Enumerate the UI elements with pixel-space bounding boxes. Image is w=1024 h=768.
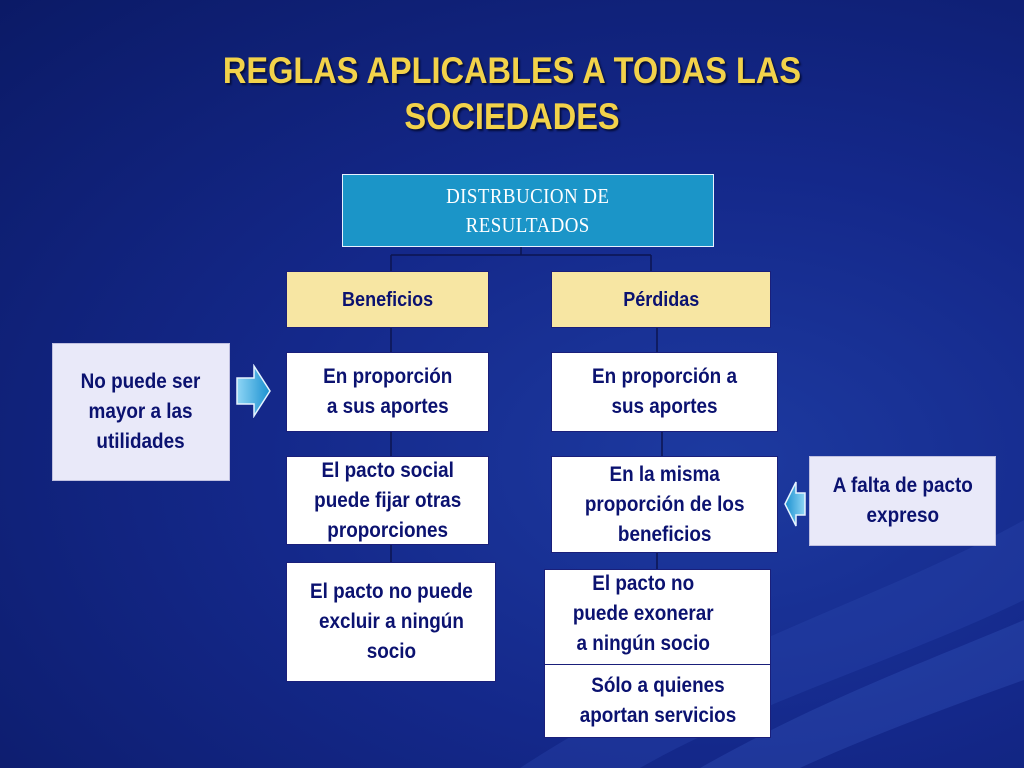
beneficios-rule-2 — [286, 456, 489, 545]
header-perdidas — [551, 271, 771, 328]
beneficios-rule-3-text: El pacto no puede excluir a ningún socio — [309, 580, 473, 663]
title-line-1: REGLAS APLICABLES A TODAS LAS — [222, 50, 802, 91]
root-label: DISTRBUCION DE RESULTADOS — [446, 183, 610, 237]
title-line-2: SOCIEDADES — [404, 96, 620, 137]
perdidas-rule-2 — [551, 456, 778, 553]
beneficios-rule-3 — [286, 562, 496, 682]
beneficios-rule-1 — [286, 352, 489, 432]
beneficios-rule-2-text: El pacto social puede fijar otras proporciones — [313, 458, 462, 542]
header-beneficios — [286, 271, 489, 328]
note-right — [809, 456, 996, 546]
note-left — [52, 343, 230, 481]
header-perdidas-label: Pérdidas — [622, 288, 700, 311]
arrow-right-icon — [236, 364, 272, 418]
perdidas-rule-3-text: El pacto no puede exonerar a ningún socio — [572, 572, 714, 655]
perdidas-rule-4-text: Sólo a quienes aportan servicios — [579, 674, 736, 727]
perdidas-rule-2-text: En la misma proporción de los beneficios — [584, 462, 745, 546]
arrow-left-icon — [784, 480, 806, 528]
note-right-text: A falta de pacto expreso — [832, 474, 973, 527]
perdidas-rule-4 — [544, 664, 771, 738]
header-beneficios-label: Beneficios — [341, 288, 434, 311]
note-left-text: No puede ser mayor a las utilidades — [81, 370, 201, 453]
beneficios-rule-1-text: En proporción a sus aportes — [322, 365, 453, 418]
perdidas-rule-1-text: En proporción a sus aportes — [592, 365, 737, 418]
root-box-distribucion — [342, 174, 714, 247]
perdidas-rule-1 — [551, 352, 778, 432]
perdidas-rule-3 — [544, 569, 771, 665]
